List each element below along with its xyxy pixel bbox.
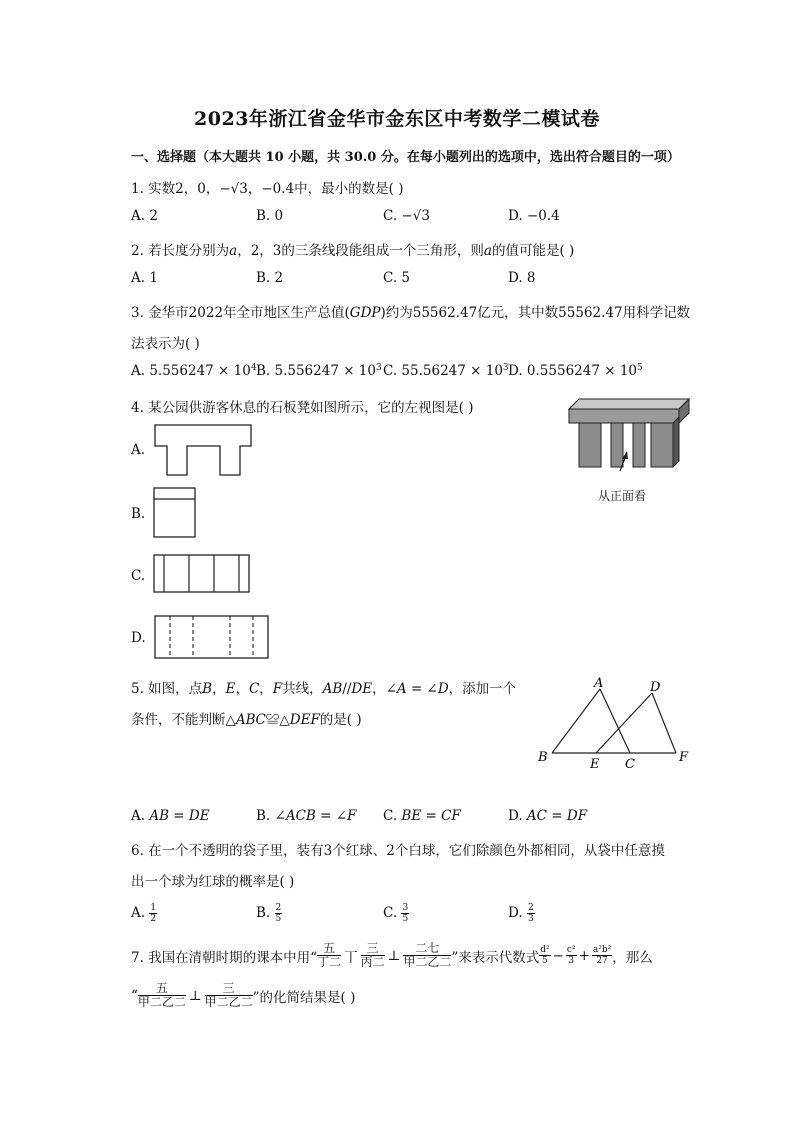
question-7-stem-line2: “ $\frac{\text{五}}{\text{甲二乙二}}$ ⊥ $\frac{\text{三}}{\text{甲二乙二}}$ ”的化简结果是( ) xyxy=(131,981,356,1009)
option-a-label[interactable]: A. xyxy=(131,442,146,458)
option-c[interactable]: C. 𝐵𝐸 = 𝐶𝐹 xyxy=(383,808,461,824)
option-d-figure[interactable] xyxy=(152,614,272,662)
stone-bench-figure xyxy=(565,395,695,475)
question-3-stem-line2: 法表示为( ) xyxy=(131,336,200,352)
point-f: F xyxy=(679,750,689,765)
triangles-figure xyxy=(530,675,700,775)
question-6-stem-line2: 出一个球为红球的概率是( ) xyxy=(131,874,295,890)
option-a[interactable]: A. $5.556247 \times 10^4$ xyxy=(131,363,257,379)
option-b[interactable]: B. $\frac{2}{5}$ xyxy=(256,903,282,924)
figure-caption: 从正面看 xyxy=(598,489,647,503)
option-c[interactable]: C. −√3 xyxy=(383,208,430,224)
question-6-stem-line1: 6. 在一个不透明的袋子里，装有3个红球、2个白球，它们除颜色外都相同，从袋中任意摸 xyxy=(131,843,665,859)
point-d: D xyxy=(650,680,661,695)
option-d[interactable]: D. 𝐴𝐶 = 𝐷𝐹 xyxy=(508,808,588,824)
option-a[interactable]: A. 1 xyxy=(131,270,158,286)
ancient-fraction: $\frac{\text{三}}{\text{甲二乙二}}$ xyxy=(204,981,253,1009)
point-b: B xyxy=(538,750,548,765)
point-a: A xyxy=(594,676,604,691)
question-7-stem-line1: 7. 我国在清朝时期的课本中用“ $\frac{\text{五}}{\text{丁二}}$ 丅 $\frac{\text{三}}{\text{丙二}}$ ⊥ $\frac{\text{二七}}{\text{甲二乙二}}$ ”来表示代数式 $\frac{\text{d²}}{5}$ − $\frac{\text{c²}}{3}$ + $\frac{\text{a²b²}}{27}$ ，那么 xyxy=(131,941,653,969)
option-a[interactable]: A. 2 xyxy=(131,208,158,224)
option-b[interactable]: B. 0 xyxy=(256,208,284,224)
option-d[interactable]: D. $\frac{2}{3}$ xyxy=(508,903,534,924)
option-a[interactable]: A. 𝐴𝐵 = 𝐷𝐸 xyxy=(131,808,210,824)
modern-fraction: $\frac{\text{a²b²}}{27}$ xyxy=(592,945,612,966)
point-c: C xyxy=(625,757,635,772)
ancient-fraction: $\frac{\text{二七}}{\text{甲二乙二}}$ xyxy=(403,941,452,969)
option-d-label[interactable]: D. xyxy=(131,630,146,646)
option-c[interactable]: C. $\frac{3}{5}$ xyxy=(383,903,409,924)
question-3-stem-line1: 3. 金华市2022年全市地区生产总值(𝐺𝐷𝑃)约为55562.47亿元，其中数55562.47用科学记数 xyxy=(131,305,691,321)
option-b[interactable]: B. 2 xyxy=(256,270,284,286)
option-d[interactable]: D. $0.5556247 \times 10^5$ xyxy=(508,363,643,379)
page-title: 2023年浙江省金华市金东区中考数学二模试卷 xyxy=(194,108,600,130)
question-5-stem-line1: 5. 如图，点𝐵，𝐸，𝐶，𝐹共线，𝐴𝐵//𝐷𝐸，∠𝐴 = ∠𝐷，添加一个 xyxy=(131,681,517,697)
option-a-figure[interactable] xyxy=(152,422,254,478)
option-d[interactable]: D. 8 xyxy=(508,270,536,286)
option-c-label[interactable]: C. xyxy=(131,568,146,584)
section-heading: 一、选择题（本大题共 10 小题，共 30.0 分。在每小题列出的选项中，选出符合题目的一项） xyxy=(131,150,680,165)
option-b[interactable]: B. $5.556247 \times 10^3$ xyxy=(256,363,382,379)
option-c[interactable]: C. 5 xyxy=(383,270,411,286)
point-e: E xyxy=(590,757,600,772)
question-1-stem: 1. 实数2，0，−√3，−0.4中，最小的数是( ) xyxy=(131,181,404,197)
question-2-stem: 2. 若长度分别为𝑎，2，3的三条线段能组成一个三角形，则𝑎的值可能是( ) xyxy=(131,243,575,259)
question-5-stem-line2: 条件，不能判断△𝐴𝐵𝐶≌△𝐷𝐸𝐹的是( ) xyxy=(131,712,362,728)
option-c[interactable]: C. $55.56247 \times 10^3$ xyxy=(383,363,509,379)
ancient-fraction: $\frac{\text{三}}{\text{丙二}}$ xyxy=(360,941,385,969)
option-b-figure[interactable] xyxy=(152,486,198,540)
option-a[interactable]: A. $\frac{1}{2}$ xyxy=(131,903,157,924)
option-d[interactable]: D. −0.4 xyxy=(508,208,560,224)
question-4-stem: 4. 某公园供游客休息的石板凳如图所示，它的左视图是( ) xyxy=(131,400,474,416)
option-c-figure[interactable] xyxy=(152,553,252,595)
ancient-fraction: $\frac{\text{五}}{\text{甲二乙二}}$ xyxy=(137,981,186,1009)
option-b[interactable]: B. ∠𝐴𝐶𝐵 = ∠𝐹 xyxy=(256,808,357,824)
modern-fraction: $\frac{\text{d²}}{5}$ xyxy=(540,945,550,966)
option-b-label[interactable]: B. xyxy=(131,506,146,522)
ancient-fraction: $\frac{\text{五}}{\text{丁二}}$ xyxy=(317,941,342,969)
modern-fraction: $\frac{\text{c²}}{3}$ xyxy=(566,945,576,966)
